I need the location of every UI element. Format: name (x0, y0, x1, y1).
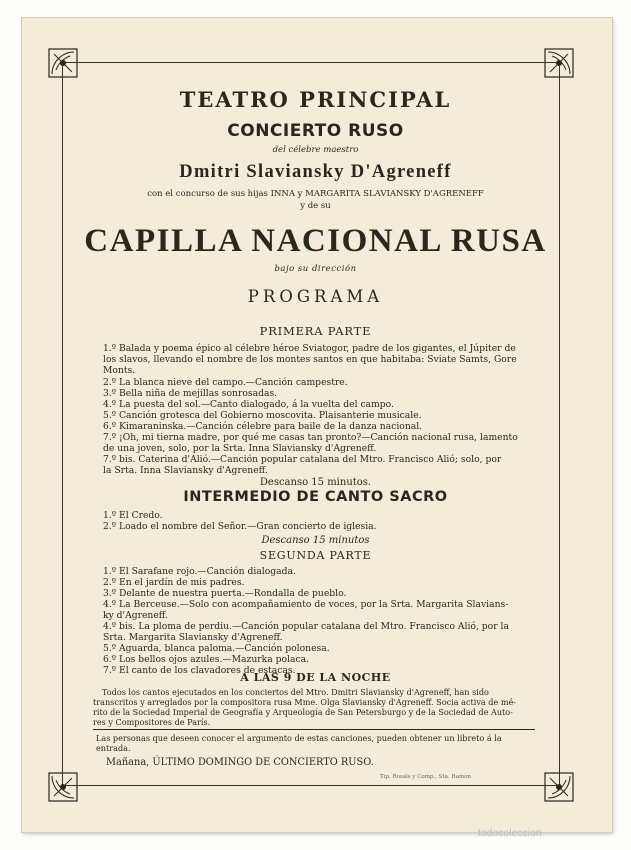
list-item: 6.º Kimaraninska.—Canción célebre para baile de la danza nacional. (103, 421, 423, 432)
note-line: res y Compositores de París. (93, 717, 211, 727)
list-item: la Srta. Inna Slaviansky d'Agreneff. (103, 465, 268, 476)
list-item: 7.º bis. Caterina d'Alió.—Canción popular catalana del Mtro. Francisco Alió; solo, por (103, 454, 502, 465)
list-item: 3.º Delante de nuestra puerta.—Rondalla de pueblo. (103, 588, 347, 599)
footer-line: Las personas que deseen conocer el argumento de estas canciones, pueden obtener un libreto á la (96, 733, 502, 743)
list-item: 2.º En el jardín de mis padres. (103, 577, 245, 588)
note-line: Todos los cantos ejecutados en los conciertos del Mtro. Dmitri Slaviansky d'Agreneff, han sido (102, 687, 489, 697)
del-maestro-text: del célebre maestro (272, 145, 359, 155)
list-item: de una joven, solo, por la Srta. Inna Slaviansky d'Agreneff. (103, 443, 377, 454)
corner-ornament-icon (544, 48, 574, 78)
list-item: Srta. Margarita Slaviansky d'Agreneff. (103, 632, 283, 643)
list-item: 4.º La Berceuse.—Solo con acompañamiento de voces, por la Srta. Margarita Slavians- (103, 599, 509, 610)
intermedio-heading: INTERMEDIO DE CANTO SACRO (183, 489, 448, 505)
capilla-title: CAPILLA NACIONAL RUSA (84, 223, 547, 259)
maestro-name: Dmitri Slaviansky D'Agreneff (179, 162, 452, 182)
segunda-parte-heading: SEGUNDA PARTE (259, 549, 372, 562)
note-line: transcritos y arreglados por la compositora rusa Mme. Olga Slaviansky d'Agreneff. Socia activa de mé- (93, 697, 517, 707)
list-item: 7.º ¡Oh, mi tierna madre, por qué me casas tan pronto?—Canción nacional rusa, lamento (103, 432, 518, 443)
list-item: 1.º El Credo. (103, 510, 163, 521)
corner-ornament-icon (48, 772, 78, 802)
list-item: 2.º Loado el nombre del Señor.—Gran concierto de iglesia. (103, 521, 377, 532)
programa-heading: PROGRAMA (247, 287, 384, 306)
list-item: ky d'Agreneff. (103, 610, 168, 621)
list-item: 1.º El Sarafane rojo.—Canción dialogada. (103, 566, 296, 577)
list-item: 7.º El canto de los clavadores de estacas. (103, 665, 296, 676)
noche-heading: A LAS 9 DE LA NOCHE (240, 671, 391, 684)
descanso-2: Descanso 15 minutos (261, 535, 370, 546)
list-item: 2.º La blanca nieve del campo.—Canción campestre. (103, 377, 348, 388)
list-item: 6.º Los bellos ojos azules.—Mazurka polaca. (103, 654, 309, 665)
corner-ornament-icon (48, 48, 78, 78)
list-item: 1.º Balada y poema épico al célebre héroe Sviatogor, padre de los gigantes, el Júpiter de (103, 343, 516, 354)
watermark-text: todocoleccion (478, 828, 542, 839)
concert-title: CONCIERTO RUSO (227, 121, 404, 141)
primera-parte-heading: PRIMERA PARTE (259, 324, 372, 338)
divider-line (93, 729, 535, 730)
list-item: 4.º bis. La ploma de perdiu.—Canción popular catalana del Mtro. Francisco Alió, por la (103, 621, 509, 632)
theatre-title: TEATRO PRINCIPAL (179, 87, 452, 112)
footer-line: entrada. (96, 743, 131, 753)
manana-text: Mañana, ÚLTIMO DOMINGO DE CONCIERTO RUSO. (106, 757, 374, 768)
y-de-su-text: y de su (300, 201, 331, 211)
corner-ornament-icon (544, 772, 574, 802)
list-item: Monts. (103, 365, 136, 376)
concurso-text: con el concurso de sus hijas INNA y MARGARITA SLAVIANSKY D'AGRENEFF (147, 189, 484, 199)
descanso-1: Descanso 15 minutos. (259, 477, 372, 488)
bajo-text: bajo su dirección (274, 264, 357, 274)
list-item: 3.º Bella niña de mejillas sonrosadas. (103, 388, 278, 399)
note-line: rito de la Sociedad Imperial de Geografía y Arqueología de San Petersburgo y de la Sociedad de Auto- (93, 707, 513, 717)
printer-imprint: Tip. Rosals y Comp., Sta. Ramon (380, 774, 472, 780)
list-item: 4.º La puesta del sol.—Canto dialogado, á la vuelta del campo. (103, 399, 394, 410)
list-item: 5.º Canción grotesca del Gobierno moscovita. Plaisanterie musicale. (103, 410, 422, 421)
list-item: los slavos, llevando el nombre de los montes santos en que habitaba: Sviate Samts, Gore (103, 354, 517, 365)
list-item: 5.º Aguarda, blanca paloma.—Canción polonesa. (103, 643, 330, 654)
